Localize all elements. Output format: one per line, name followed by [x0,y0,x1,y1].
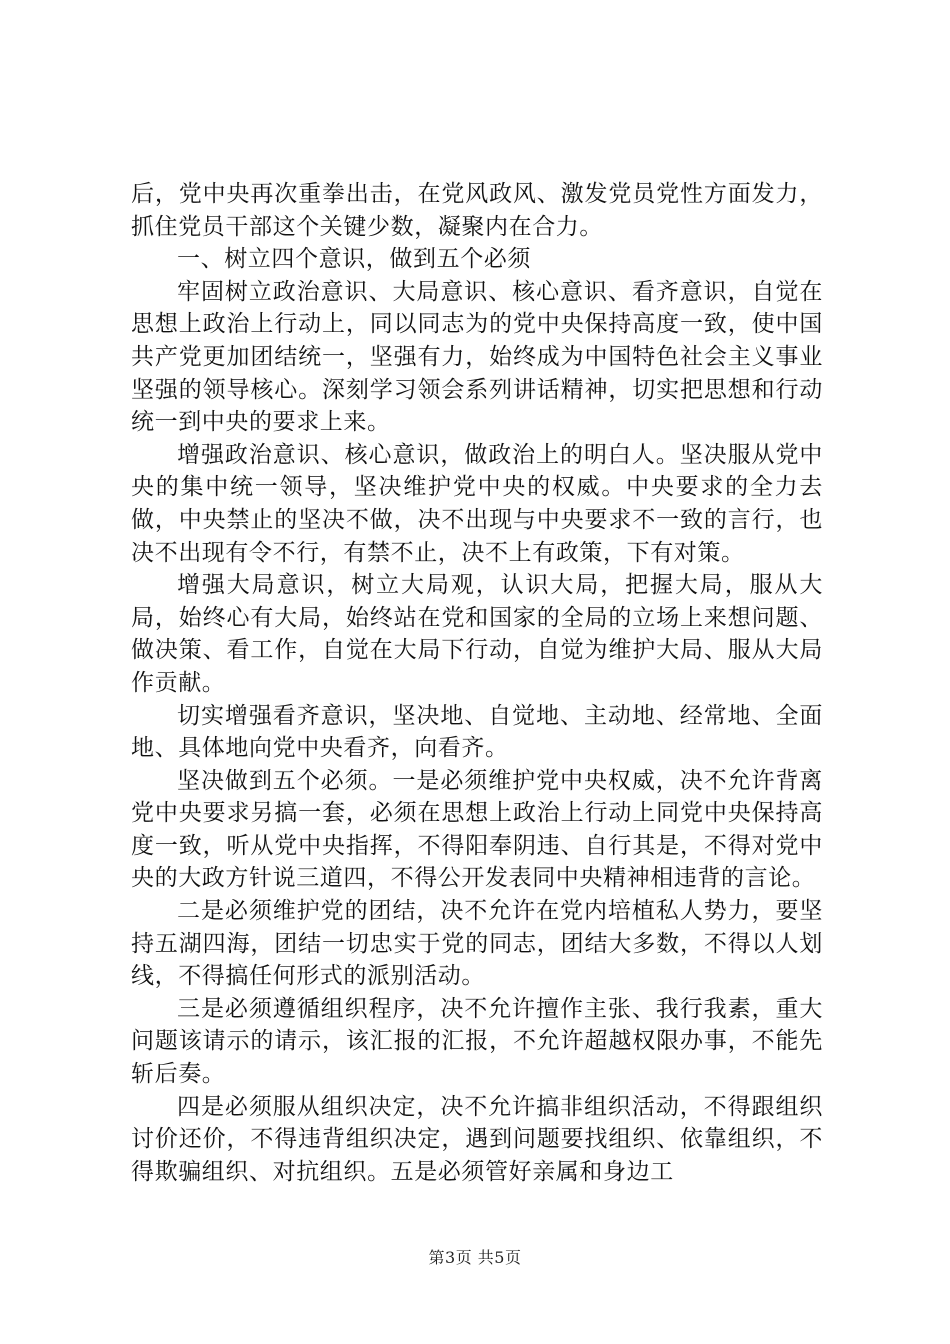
paragraph-continuation: 后，党中央再次重拳出击，在党风政风、激发党员党性方面发力，抓住党员干部这个关键少数，凝聚内在合力。 [131,181,823,240]
paragraph: 三是必须遵循组织程序，决不允许擅作主张、我行我素，重大问题该请示的请示，该汇报的汇报，不允许超越权限办事，不能先斩后奏。 [131,995,823,1088]
paragraph: 二是必须维护党的团结，决不允许在党内培植私人势力，要坚持五湖四海，团结一切忠实于党的同志，团结大多数，不得以人划线，不得搞任何形式的派别活动。 [131,898,823,990]
paragraph: 切实增强看齐意识，坚决地、自觉地、主动地、经常地、全面地、具体地向党中央看齐，向看齐。 [131,702,823,762]
document-body [131,178,823,1188]
paragraph: 坚决做到五个必须。一是必须维护党中央权威，决不允许背离党中央要求另搞一套，必须在思想上政治上行动上同党中央保持高度一致，听从党中央指挥，不得阳奉阴违、自行其是，不得对党中央的大政方针说三道四，不得公开发表同中央精神相违背的言论。 [131,767,823,892]
section-heading: 一、树立四个意识，做到五个必须 [177,246,531,273]
paragraph: 增强大局意识，树立大局观，认识大局，把握大局，服从大局，始终心有大局，始终站在党和国家的全局的立场上来想问题、做决策、看工作，自觉在大局下行动，自觉为维护大局、服从大局作贡献。 [131,572,823,696]
paragraph: 四是必须服从组织决定，决不允许搞非组织活动，不得跟组织讨价还价，不得违背组织决定，遇到问题要找组织、依靠组织，不得欺骗组织、对抗组织。五是必须管好亲属和身边工 [131,1093,823,1185]
page-number-footer: 第3页 共5页 [428,1248,522,1267]
paragraph: 增强政治意识、核心意识，做政治上的明白人。坚决服从党中央的集中统一领导，坚决维护党中央的权威。中央要求的全力去做，中央禁止的坚决不做，决不出现与中央要求不一致的言行，也决不出现有令不行，有禁不止，决不上有政策，下有对策。 [131,441,823,566]
paragraph: 牢固树立政治意识、大局意识、核心意识、看齐意识，自觉在思想上政治上行动上，同以同志为的党中央保持高度一致，使中国共产党更加团结统一，坚强有力，始终成为中国特色社会主义事业坚强的领导核心。深刻学习领会系列讲话精神，切实把思想和行动统一到中央的要求上来。 [131,278,823,436]
